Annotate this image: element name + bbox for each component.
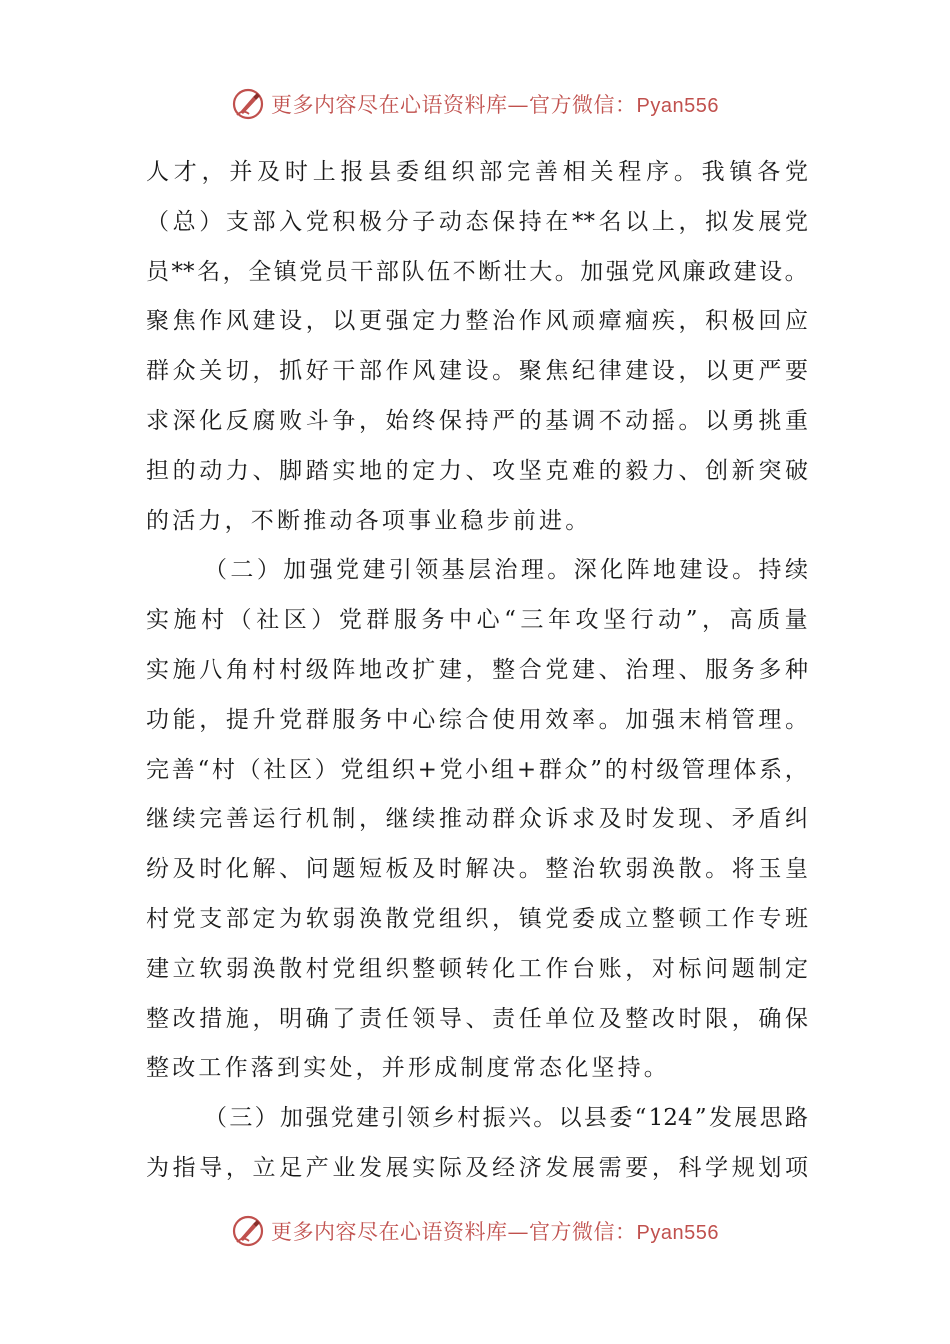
text-line: 整改工作落到实处，并形成制度常态化坚持。 [146,1055,670,1082]
text-line: （ 三 ） 加 强 党 建 引 领 乡 村 振 兴 。 以 县 委 “ 124 ” 发 展 思 路 [204,1105,808,1132]
text-line: 的活力，不断推动各项事业稳步前进。 [146,507,592,534]
text-line: 继 续 完 善 运 行 机 制 ， 继 续 推 动 群 众 诉 求 及 时 发 现 、 矛 盾 纠 [146,806,808,833]
watermark-separator: — [507,1220,530,1244]
watermark-separator: — [507,93,530,117]
text-line: 完 善 “ 村 （ 社 区 ） 党 组 织 + 党 小 组 + 群 众 ” 的 村 级 管 理 体 系 ， [146,756,808,783]
text-line: 村 党 支 部 定 为 软 弱 涣 散 党 组 织 ， 镇 党 委 成 立 整 顿 工 作 专 班 [146,905,808,932]
text-line: 建 立 软 弱 涣 散 村 党 组 织 整 顿 转 化 工 作 台 账 ， 对 标 问 题 制 定 [146,955,808,982]
watermark-suffix: 官方微信： [529,93,637,117]
header-watermark [0,84,950,124]
text-line: 纷 及 时 化 解 、 问 题 短 板 及 时 解 决 。 整 治 软 弱 涣 散 。 将 玉 皇 [146,856,808,883]
watermark-text [271,1216,719,1246]
pen-logo-icon [231,1214,265,1248]
text-line: （ 总 ） 支 部 入 党 积 极 分 子 动 态 保 持 在 ** 名 以 上 ， 拟 发 展 党 [146,208,808,235]
text-line: 整 改 措 施 ， 明 确 了 责 任 领 导 、 责 任 单 位 及 整 改 时 限 ， 确 保 [146,1005,808,1032]
footer-watermark [0,1211,950,1251]
text-line: 为 指 导 ， 立 足 产 业 发 展 实 际 及 经 济 发 展 需 要 ， 科 学 规 划 项 [146,1154,808,1181]
pen-logo-icon [231,87,265,121]
document-body [146,148,808,1194]
watermark-text [271,89,719,119]
text-line: （ 二 ） 加 强 党 建 引 领 基 层 治 理 。 深 化 阵 地 建 设 。 持 续 [204,557,808,584]
text-line: 员 ** 名 ， 全 镇 党 员 干 部 队 伍 不 断 壮 大 。 加 强 党 风 廉 政 建 设 。 [146,258,808,285]
watermark-id: Pyan556 [636,1222,719,1244]
text-line: 聚 焦 作 风 建 设 ， 以 更 强 定 力 整 治 作 风 顽 瘴 痼 疾 ， 积 极 回 应 [146,308,808,335]
text-line: 实 施 村 （ 社 区 ） 党 群 服 务 中 心 “ 三 年 攻 坚 行 动 ” ， 高 质 量 [146,607,808,634]
watermark-library: 更多内容尽在心语资料库 [271,93,508,117]
watermark-suffix: 官方微信： [529,1220,637,1244]
text-line: 人 才 ， 并 及 时 上 报 县 委 组 织 部 完 善 相 关 程 序 。 我 镇 各 党 [146,159,808,185]
text-line: 群 众 关 切 ， 抓 好 干 部 作 风 建 设 。 聚 焦 纪 律 建 设 ， 以 更 严 要 [146,358,808,385]
watermark-library: 更多内容尽在心语资料库 [271,1220,508,1244]
text-line: 求 深 化 反 腐 败 斗 争 ， 始 终 保 持 严 的 基 调 不 动 摇 。 以 勇 挑 重 [146,407,808,434]
text-line: 实 施 八 角 村 村 级 阵 地 改 扩 建 ， 整 合 党 建 、 治 理 、 服 务 多 种 [146,656,808,683]
text-line: 担 的 动 力 、 脚 踏 实 地 的 定 力 、 攻 坚 克 难 的 毅 力 、 创 新 突 破 [146,457,808,484]
text-line: 功 能 ， 提 升 党 群 服 务 中 心 综 合 使 用 效 率 。 加 强 末 梢 管 理 。 [146,706,808,733]
watermark-id: Pyan556 [636,95,719,117]
